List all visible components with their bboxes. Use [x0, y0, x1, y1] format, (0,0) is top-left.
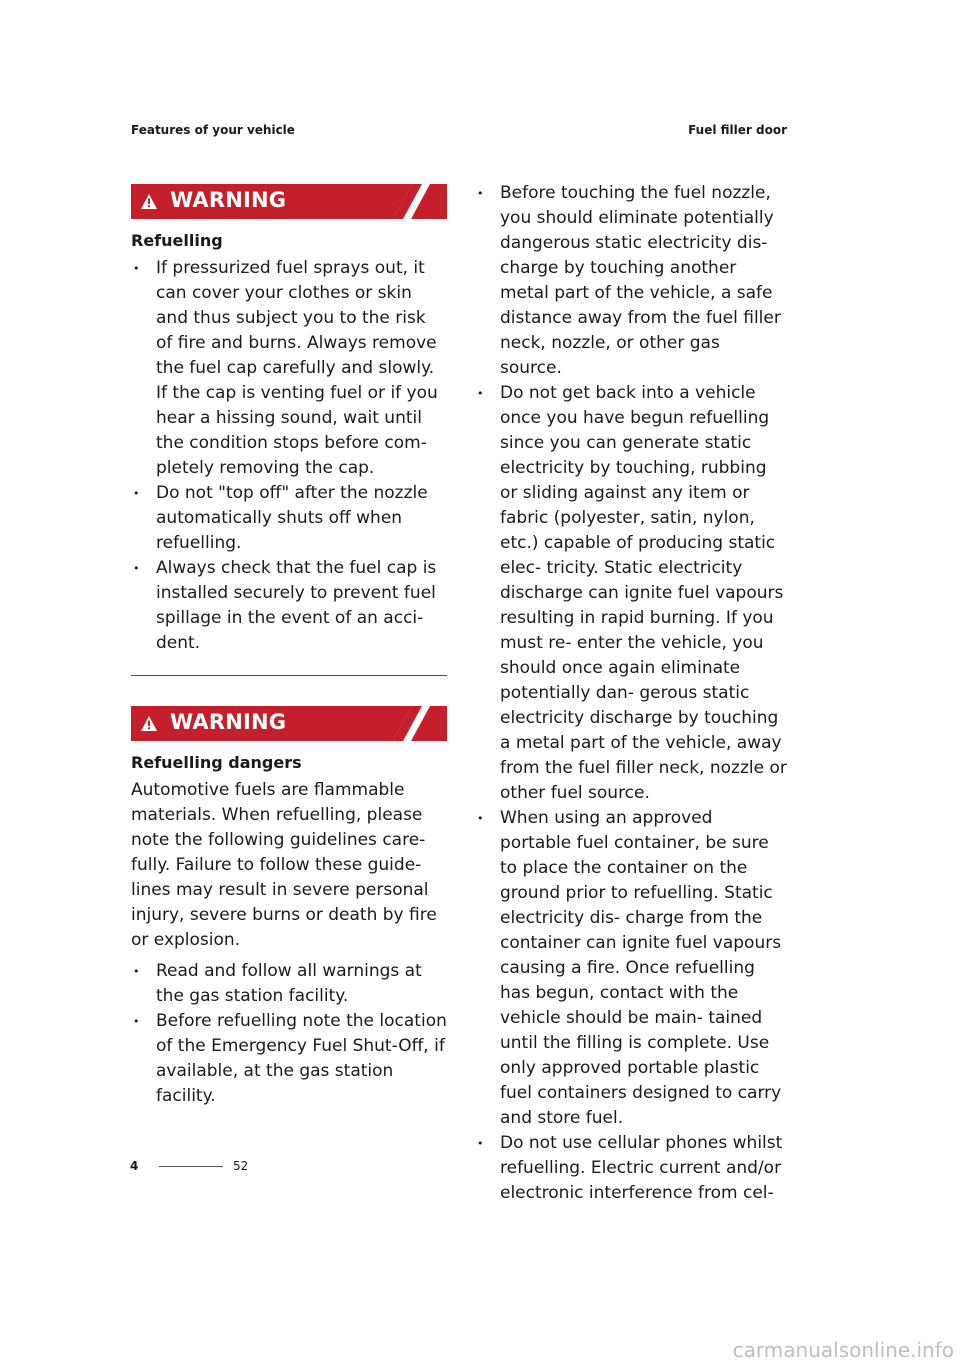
warning-2-bullet-list	[131, 959, 447, 1109]
list-item: • Do not get back into a vehicle once you have begun refuelling since you can generate static electricity by touching, rubbing or sliding against any item or fabric (polyester, satin, nylon, etc.) capable of producing static elec- tricity. Static electricity discharge can ignite fuel vapours resulting in rapid burning. If you must re- enter the vehicle, you should once again eliminate potentially dan- gerous static electricity discharge by touching a metal part of the vehicle, away from the fuel filler neck, nozzle or other fuel source.	[475, 381, 787, 806]
warning-label: WARNING	[170, 188, 287, 212]
running-header-topic: Fuel filler door	[688, 123, 787, 137]
right-bullet-list	[475, 181, 787, 1206]
footer-rule	[159, 1166, 223, 1167]
warning-heading: Refuelling	[131, 231, 223, 250]
warning-banner-1	[131, 184, 447, 219]
warning-stripes-decoration	[393, 184, 447, 219]
list-item: • Read and follow all warnings at the gas station facility.	[131, 959, 447, 1009]
page-number: 52	[233, 1159, 249, 1173]
right-column	[475, 181, 787, 1206]
warning-banner-2	[131, 706, 447, 741]
section-divider	[131, 675, 447, 676]
chapter-number: 4	[130, 1159, 139, 1173]
list-item: • Before touching the fuel nozzle, you should eliminate potentially dangerous static electricity dis- charge by touching another metal part of the vehicle, a safe distance away from the fuel filler neck, nozzle, or other gas source.	[475, 181, 787, 381]
warning-heading: Refuelling dangers	[131, 753, 302, 772]
warning-stripes-decoration	[393, 706, 447, 741]
left-column	[131, 184, 447, 1109]
warning-intro-paragraph: Automotive fuels are flammable materials. When refuelling, please note the following guidelines care- fully. Failure to follow these guide- lines may result in severe personal injury, severe burns or death by fire or explosion.	[131, 780, 437, 950]
list-item: • Do not use cellular phones whilst refuelling. Electric current and/or electronic interference from cel-	[475, 1131, 787, 1206]
list-item: • Always check that the fuel cap is installed securely to prevent fuel spillage in the event of an acci- dent.	[131, 556, 447, 656]
warning-triangle-icon	[141, 194, 157, 209]
list-item: • If pressurized fuel sprays out, it can cover your clothes or skin and thus subject you to the risk of fire and burns. Always remove the fuel cap carefully and slowly. If the cap is venting fuel or if you hear a hissing sound, wait until the condition stops before com- pletely removing the cap.	[131, 256, 447, 481]
list-item: • Before refuelling note the location of the Emergency Fuel Shut-Off, if available, at the gas station facility.	[131, 1009, 447, 1109]
warning-triangle-icon	[141, 716, 157, 731]
running-header-section: Features of your vehicle	[131, 123, 295, 137]
warning-1-bullet-list	[131, 256, 447, 656]
list-item: • Do not "top off" after the nozzle automatically shuts off when refuelling.	[131, 481, 447, 556]
warning-label: WARNING	[170, 710, 287, 734]
list-item: • When using an approved portable fuel container, be sure to place the container on the ground prior to refuelling. Static electricity dis- charge from the container can ignite fuel vapours causing a fire. Once refuelling has begun, contact with the vehicle should be main- tained until the filling is complete. Use only approved portable plastic fuel containers designed to carry and store fuel.	[475, 806, 787, 1131]
watermark-text: carmanualsonline.info	[732, 1338, 954, 1362]
